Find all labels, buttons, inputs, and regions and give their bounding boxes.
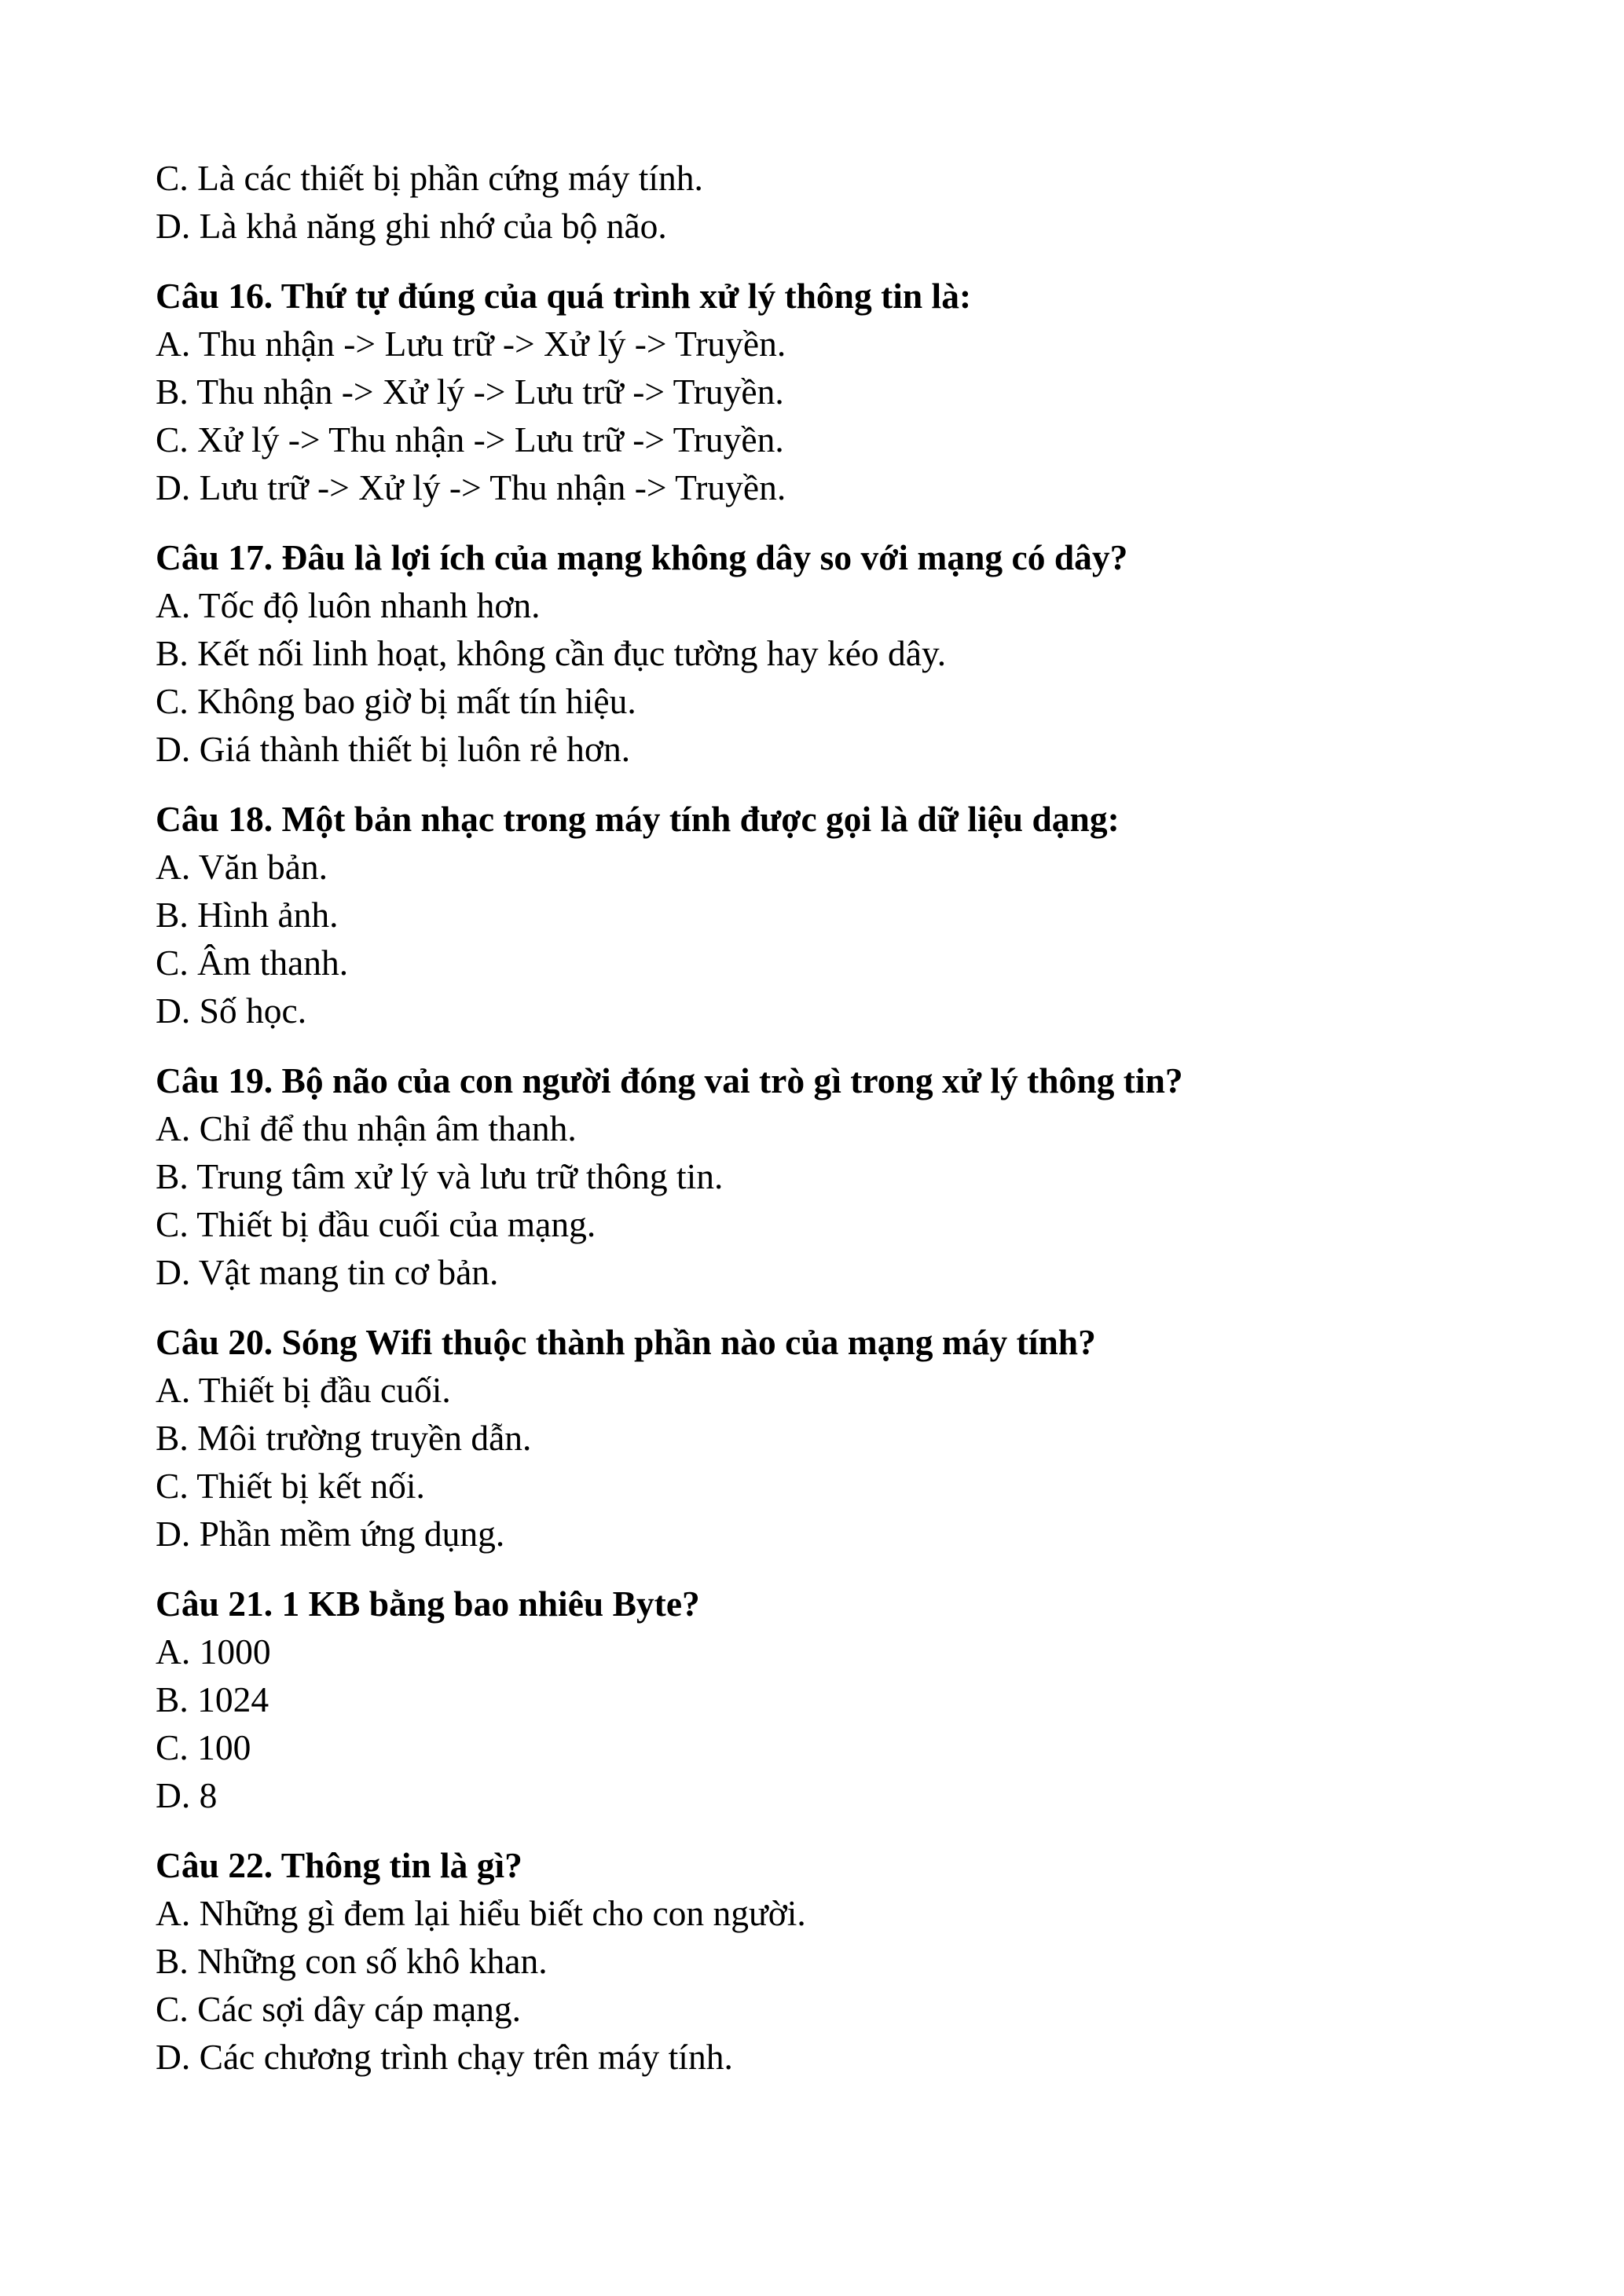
question-17 xyxy=(156,533,1523,773)
option-a: A. 1000 xyxy=(156,1631,271,1672)
question-title: Câu 19. Bộ não của con người đóng vai trò gì trong xử lý thông tin? xyxy=(156,1060,1183,1100)
option-c: C. 100 xyxy=(156,1727,251,1767)
option-line: C. Là các thiết bị phần cứng máy tính. xyxy=(156,158,703,198)
option-d: D. Giá thành thiết bị luôn rẻ hơn. xyxy=(156,729,631,769)
question-18 xyxy=(156,795,1523,1034)
option-a: A. Thu nhận -> Lưu trữ -> Xử lý -> Truyền. xyxy=(156,324,786,364)
option-d: D. Các chương trình chạy trên máy tính. xyxy=(156,2037,733,2077)
question-22 xyxy=(156,1841,1523,2081)
question-title: Câu 16. Thứ tự đúng của quá trình xử lý thông tin là: xyxy=(156,276,972,316)
option-a: A. Tốc độ luôn nhanh hơn. xyxy=(156,585,541,625)
option-c: C. Xử lý -> Thu nhận -> Lưu trữ -> Truyền. xyxy=(156,419,784,460)
option-d: D. Lưu trữ -> Xử lý -> Thu nhận -> Truyền. xyxy=(156,467,786,507)
question-20 xyxy=(156,1318,1523,1558)
question-title: Câu 18. Một bản nhạc trong máy tính được gọi là dữ liệu dạng: xyxy=(156,799,1120,839)
option-b: B. 1024 xyxy=(156,1679,269,1719)
option-d: D. Số học. xyxy=(156,991,307,1031)
question-21 xyxy=(156,1580,1523,1819)
option-b: B. Thu nhận -> Xử lý -> Lưu trữ -> Truyền. xyxy=(156,372,784,412)
option-a: A. Thiết bị đầu cuối. xyxy=(156,1370,451,1410)
question-16 xyxy=(156,272,1523,511)
option-d: D. 8 xyxy=(156,1775,218,1815)
question-title: Câu 21. 1 KB bằng bao nhiêu Byte? xyxy=(156,1584,700,1624)
option-b: B. Trung tâm xử lý và lưu trữ thông tin. xyxy=(156,1156,724,1196)
option-d: D. Phần mềm ứng dụng. xyxy=(156,1514,505,1554)
question-title: Câu 20. Sóng Wifi thuộc thành phần nào của mạng máy tính? xyxy=(156,1322,1096,1362)
option-c: C. Thiết bị kết nối. xyxy=(156,1466,425,1506)
option-b: B. Hình ảnh. xyxy=(156,895,339,935)
carryover-options xyxy=(156,154,1523,250)
option-c: C. Các sợi dây cáp mạng. xyxy=(156,1989,522,2029)
question-title: Câu 22. Thông tin là gì? xyxy=(156,1845,522,1885)
document-page xyxy=(156,154,1523,2081)
option-c: C. Thiết bị đầu cuối của mạng. xyxy=(156,1204,596,1244)
option-a: A. Những gì đem lại hiểu biết cho con người. xyxy=(156,1893,806,1933)
option-a: A. Văn bản. xyxy=(156,847,328,887)
option-b: B. Kết nối linh hoạt, không cần đục tường hay kéo dây. xyxy=(156,633,947,673)
option-c: C. Âm thanh. xyxy=(156,943,349,983)
option-d: D. Vật mang tin cơ bản. xyxy=(156,1252,499,1292)
option-c: C. Không bao giờ bị mất tín hiệu. xyxy=(156,681,636,721)
question-title: Câu 17. Đâu là lợi ích của mạng không dây so với mạng có dây? xyxy=(156,537,1128,577)
option-line: D. Là khả năng ghi nhớ của bộ não. xyxy=(156,206,667,246)
question-19 xyxy=(156,1056,1523,1296)
option-a: A. Chỉ để thu nhận âm thanh. xyxy=(156,1108,577,1148)
option-b: B. Môi trường truyền dẫn. xyxy=(156,1418,532,1458)
option-b: B. Những con số khô khan. xyxy=(156,1941,548,1981)
